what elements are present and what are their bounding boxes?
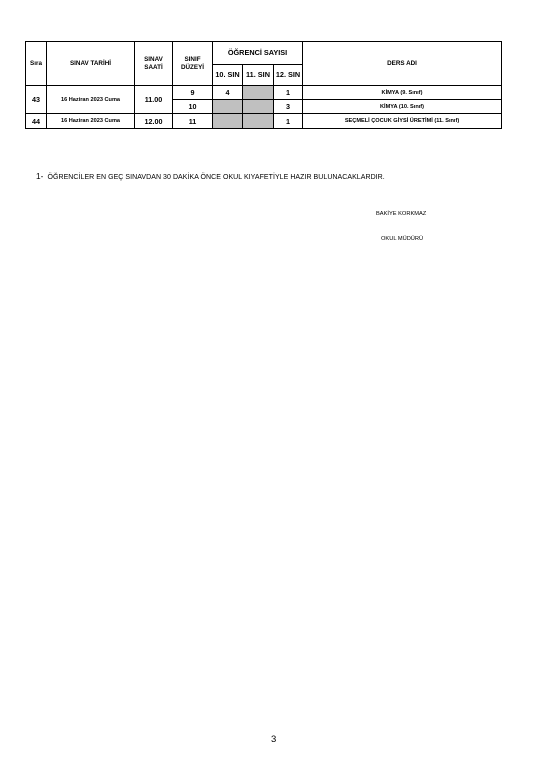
- cell-saat: 11.00: [135, 86, 173, 114]
- header-sinav-saati-line1: SINAV: [144, 55, 163, 63]
- signature-name: BAKİYE KORKMAZ: [376, 211, 427, 217]
- cell-12-sin: 1: [274, 114, 303, 129]
- header-10-sin: 10. SIN: [213, 65, 243, 86]
- cell-12-sin: 1: [274, 86, 303, 100]
- cell-duzey: 11: [173, 114, 213, 129]
- header-sira: Sıra: [26, 42, 47, 86]
- cell-11-sin: [243, 114, 274, 129]
- cell-10-sin: [213, 114, 243, 129]
- cell-tarih: 16 Haziran 2023 Cuma: [47, 114, 135, 129]
- cell-10-sin: 4: [213, 86, 243, 100]
- header-12-sin: 12. SIN: [274, 65, 303, 86]
- exam-note: [36, 171, 385, 181]
- header-ders-adi: DERS ADI: [303, 42, 502, 86]
- header-ogrenci-sayisi: ÖĞRENCİ SAYISI: [213, 42, 303, 65]
- header-sinif-duzeyi-line1: SINIF: [184, 55, 201, 63]
- header-11-sin: 11. SIN: [243, 65, 274, 86]
- header-sinif-duzeyi: [173, 42, 213, 86]
- cell-11-sin: [243, 100, 274, 114]
- cell-11-sin: [243, 86, 274, 100]
- cell-duzey: 10: [173, 100, 213, 114]
- header-sinav-saati-line2: SAATİ: [144, 63, 163, 71]
- note-index: 1-: [36, 171, 44, 181]
- cell-ders-adi: KİMYA (9. Sınıf): [303, 86, 502, 100]
- cell-sira: 43: [26, 86, 47, 114]
- cell-sira: 44: [26, 114, 47, 129]
- page-number: 3: [271, 734, 277, 745]
- cell-12-sin: 3: [274, 100, 303, 114]
- signature-title: OKUL MÜDÜRÜ: [381, 236, 424, 242]
- cell-duzey: 9: [173, 86, 213, 100]
- cell-ders-adi: SEÇMELİ ÇOCUK GİYSİ ÜRETİMİ (11. Sınıf): [303, 114, 502, 129]
- table-row: [26, 114, 502, 129]
- table-row: [26, 86, 502, 100]
- header-sinav-tarihi: SINAV TARİHİ: [47, 42, 135, 86]
- header-sinav-saati: [135, 42, 173, 86]
- cell-10-sin: [213, 100, 243, 114]
- cell-ders-adi: KİMYA (10. Sınıf): [303, 100, 502, 114]
- exam-schedule-table: [25, 41, 502, 129]
- cell-tarih: 16 Haziran 2023 Cuma: [47, 86, 135, 114]
- header-sinif-duzeyi-line2: DÜZEYİ: [180, 63, 205, 71]
- note-text: ÖĞRENCİLER EN GEÇ SINAVDAN 30 DAKİKA ÖNCE OKUL KIYAFETİYLE HAZIR BULUNACAKLARDIR.: [47, 174, 385, 181]
- cell-saat: 12.00: [135, 114, 173, 129]
